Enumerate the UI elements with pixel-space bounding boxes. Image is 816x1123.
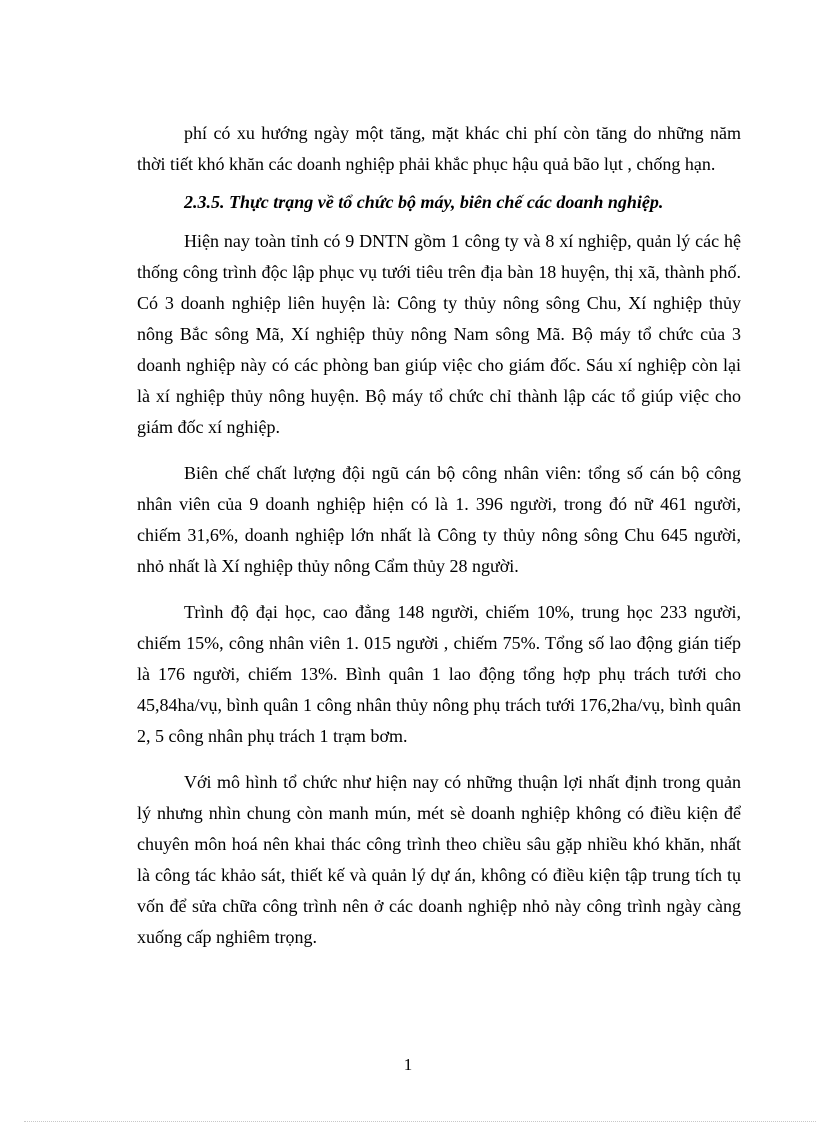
paragraph-staffing: Biên chế chất lượng đội ngũ cán bộ công nhân viên: tổng số cán bộ công nhân viên của 9 doanh nghiệp hiện có là 1. 396 người, trong đó nữ 461 người, chiếm 31,6%, doanh nghiệp lớn nhất là Công ty thủy nông sông Chu 645 người, nhỏ nhất là Xí nghiệp thủy nông Cẩm thủy 28 người.: [137, 463, 741, 576]
paragraph-continuation: phí có xu hướng ngày một tăng, mặt khác chi phí còn tăng do những năm thời tiết khó khăn các doanh nghiệp phải khắc phục hậu quả bão lụt , chống hạn.: [137, 123, 741, 174]
section-heading: 2.3.5. Thực trạng về tổ chức bộ máy, biên chế các doanh nghiệp.: [184, 192, 664, 212]
paragraph-organization: Hiện nay toàn tỉnh có 9 DNTN gồm 1 công ty và 8 xí nghiệp, quản lý các hệ thống công trình độc lập phục vụ tưới tiêu trên địa bàn 18 huyện, thị xã, thành phố. Có 3 doanh nghiệp liên huyện là: Công ty thủy nông sông Chu, Xí nghiệp thủy nông Bắc sông Mã, Xí nghiệp thủy nông Nam sông Mã. Bộ máy tổ chức của 3 doanh nghiệp này có các phòng ban giúp việc cho giám đốc. Sáu xí nghiệp còn lại là xí nghiệp thủy nông huyện. Bộ máy tổ chức chỉ thành lập các tổ giúp việc cho giám đốc xí nghiệp.: [137, 231, 741, 437]
paragraph-assessment: Với mô hình tổ chức như hiện nay có những thuận lợi nhất định trong quản lý nhưng nhìn chung còn manh mún, mét sè doanh nghiệp không có điều kiện để chuyên môn hoá nên khai thác công trình theo chiều sâu gặp nhiều khó khăn, nhất là công tác khảo sát, thiết kế và quản lý dự án, không có điều kiện tập trung tích tụ vốn để sửa chữa công trình nên ở các doanh nghiệp nhỏ này công trình ngày càng xuống cấp nghiêm trọng.: [137, 772, 741, 947]
page-number: 1: [403, 1055, 413, 1074]
document-body: [137, 118, 741, 953]
paragraph-qualifications: Trình độ đại học, cao đẳng 148 người, chiếm 10%, trung học 233 người, chiếm 15%, công nhân viên 1. 015 người , chiếm 75%. Tổng số lao động gián tiếp là 176 người, chiếm 13%. Bình quân 1 lao động tổng hợp phụ trách tưới cho 45,84ha/vụ, bình quân 1 công nhân thủy nông phụ trách tưới 176,2ha/vụ, bình quân 2, 5 công nhân phụ trách 1 trạm bơm.: [137, 602, 741, 746]
page-bottom-divider: [24, 1121, 816, 1122]
